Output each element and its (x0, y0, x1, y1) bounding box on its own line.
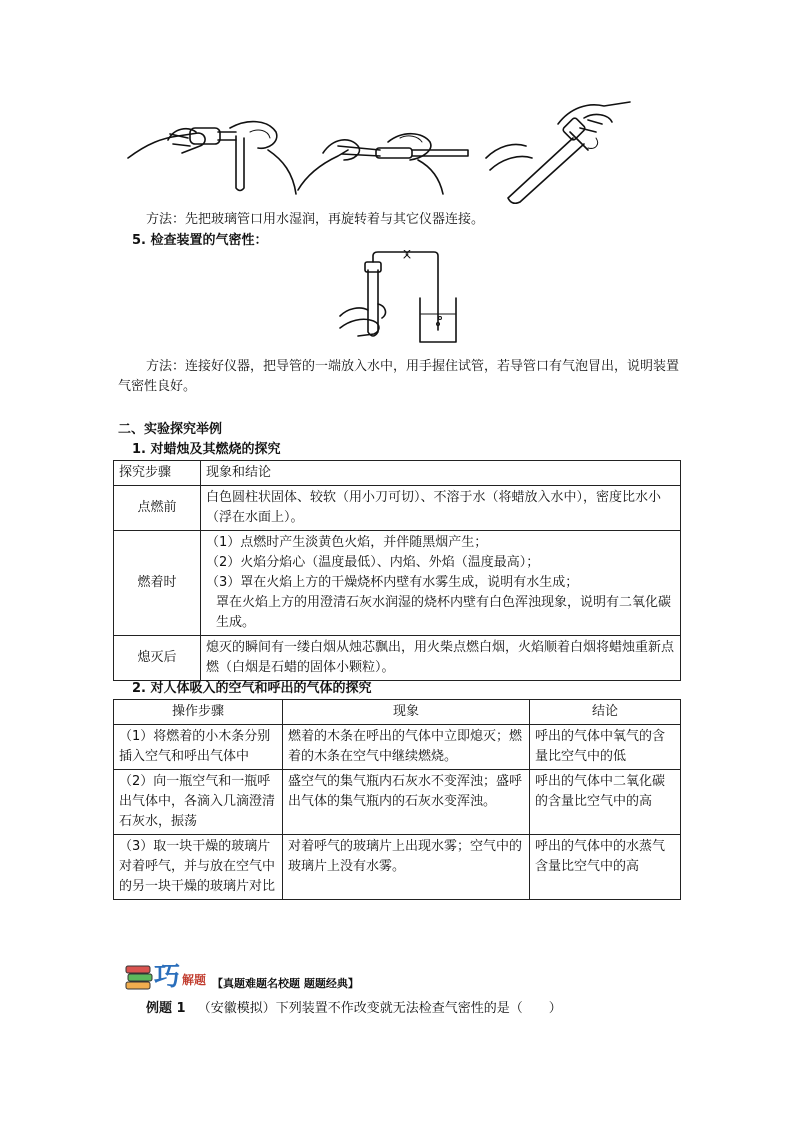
airtightness-check-illustration (334, 250, 464, 346)
table-row (114, 700, 681, 725)
logo-char: 巧 (154, 962, 181, 992)
phenomenon-cell: 燃着的木条在呼出的气体中立即熄灭；燃着的木条在空气中继续燃烧。 (283, 725, 530, 770)
phenomenon-cell: 盛空气的集气瓶内石灰水不变浑浊；盛呼出气体的集气瓶内的石灰水变浑浊。 (283, 770, 530, 835)
result-cell: 白色圆柱状固体、较软（用小刀可切）、不溶于水（将蜡放入水中），密度比水小（浮在水面上）。 (201, 486, 681, 531)
method-airtight-text: 方法：连接好仪器，把导管的一端放入水中，用手握住试管，若导管口有气泡冒出，说明装置气密性良好。 (118, 359, 680, 394)
book-stack-icon (124, 964, 154, 992)
operation-cell: （3）取一块干燥的玻璃片对着呼气，并与放在空气中的另一块干燥的玻璃片对比 (114, 835, 283, 900)
qiao-jieti-logo (124, 960, 212, 994)
table-row (114, 461, 681, 486)
conclusion-cell: 呼出的气体中氧气的含量比空气中的低 (530, 725, 681, 770)
step-cell: 点燃前 (114, 486, 201, 531)
table-row (114, 486, 681, 531)
glass-tube-connection-illustration (118, 98, 678, 204)
operation-cell: （2）向一瓶空气和一瓶呼出气体中，各滴入几滴澄清石灰水，振荡 (114, 770, 283, 835)
candle-table (113, 460, 681, 681)
table-row (114, 636, 681, 681)
conclusion-cell: 呼出的气体中的水蒸气含量比空气中的高 (530, 835, 681, 900)
table-row (114, 835, 681, 900)
result-line: 罩在火焰上方的用澄清石灰水润湿的烧杯内壁有白色浑浊现象，说明有二氧化碳生成。 (216, 595, 672, 630)
step-cell: 燃着时 (114, 531, 201, 636)
sub2-title: 2. 对人体吸入的空气和呼出的气体的探究 (132, 681, 372, 696)
table-row (114, 725, 681, 770)
banner-text: 【真题难题名校题 题题经典】 (212, 977, 359, 990)
example-label: 例题 1 (146, 1001, 186, 1016)
header-cell: 现象 (283, 700, 530, 725)
result-cell: 熄灭的瞬间有一缕白烟从烛芯飘出，用火柴点燃白烟，火焰顺着白烟将蜡烛重新点燃（白烟是石蜡的固体小颗粒）。 (201, 636, 681, 681)
header-cell: 操作步骤 (114, 700, 283, 725)
header-cell: 结论 (530, 700, 681, 725)
section2-title: 二、实验探究举例 (118, 422, 223, 437)
table-row (114, 770, 681, 835)
breath-table (113, 699, 681, 900)
result-line: （3）罩在火焰上方的干燥烧杯内壁有水雾生成，说明有水生成； (206, 575, 579, 590)
result-line: （1）点燃时产生淡黄色火焰，并伴随黑烟产生； (206, 535, 488, 550)
logo-label: 解题 (182, 973, 207, 987)
table-row (114, 531, 681, 636)
conclusion-cell: 呼出的气体中二氧化碳的含量比空气中的高 (530, 770, 681, 835)
header-cell: 现象和结论 (201, 461, 681, 486)
method-connect-text: 方法：先把玻璃管口用水湿润，再旋转着与其它仪器连接。 (146, 212, 485, 227)
step-cell: 熄灭后 (114, 636, 201, 681)
header-cell: 探究步骤 (114, 461, 201, 486)
phenomenon-cell: 对着呼气的玻璃片上出现水雾；空气中的玻璃片上没有水雾。 (283, 835, 530, 900)
step5-title: 5. 检查装置的气密性： (132, 233, 268, 248)
sub1-title: 1. 对蜡烛及其燃烧的探究 (132, 442, 281, 457)
result-line: （2）火焰分焰心（温度最低）、内焰、外焰（温度最高）； (206, 555, 540, 570)
example-1 (146, 999, 562, 1019)
operation-cell: （1）将燃着的小木条分别插入空气和呼出气体中 (114, 725, 283, 770)
result-cell (201, 531, 681, 636)
example-text: （安徽模拟）下列装置不作改变就无法检查气密性的是（ ） (197, 1001, 562, 1016)
